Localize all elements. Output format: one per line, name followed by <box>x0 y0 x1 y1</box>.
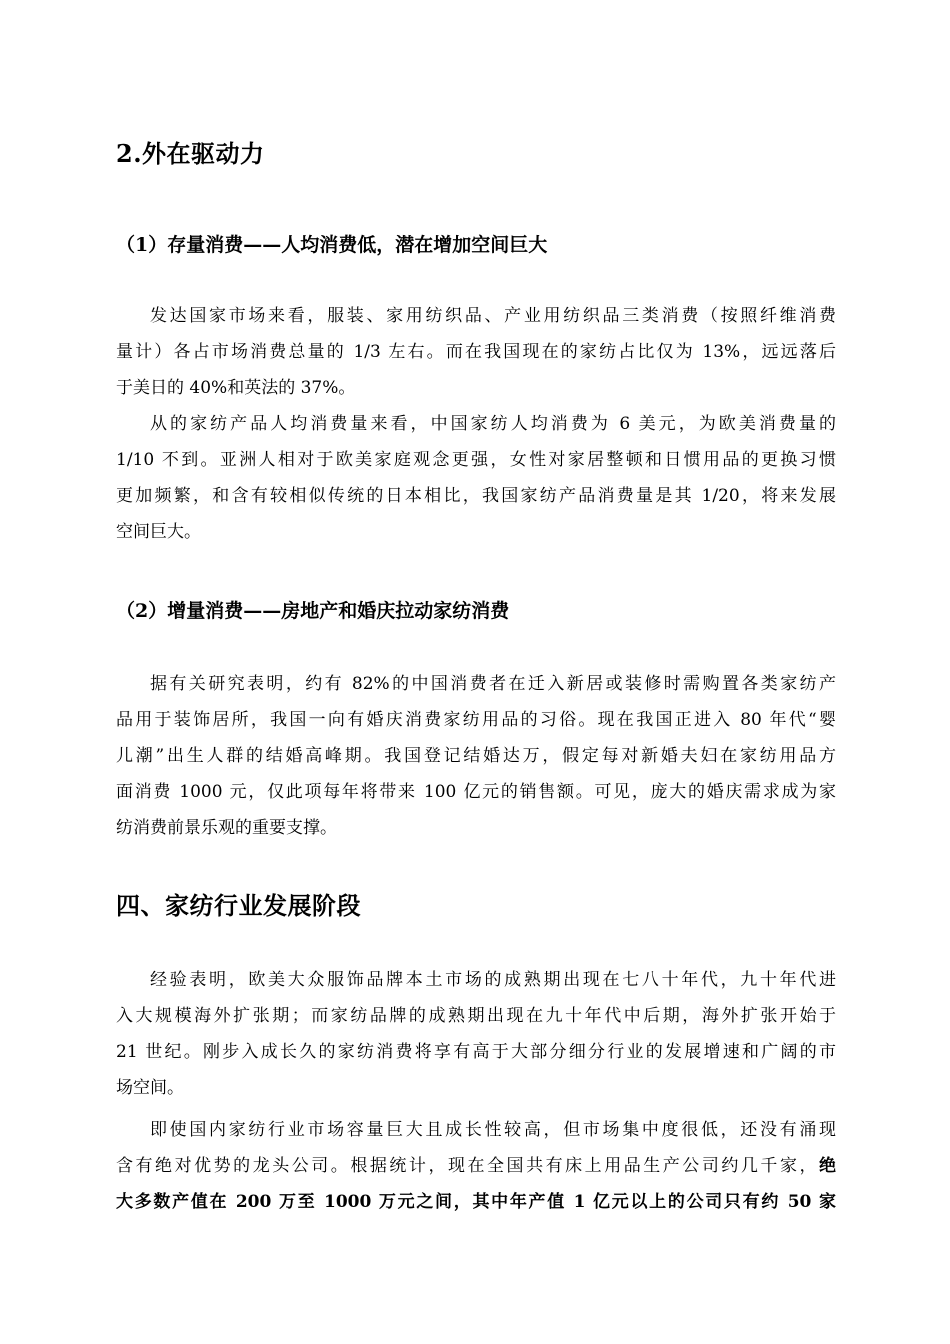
paragraph-line: 从的家纺产品人均消费量来看，中国家纺人均消费为 6 美元，为欧美消费量的 <box>150 414 836 434</box>
subheading-stock-consumption: （1）存量消费——人均消费低，潜在增加空间巨大 <box>116 234 548 256</box>
paragraph-line: 场空间。 <box>116 1078 184 1098</box>
paragraph-line: 经验表明，欧美大众服饰品牌本土市场的成熟期出现在七八十年代，九十年代进 <box>150 970 836 990</box>
paragraph-line: 21 世纪。刚步入成长久的家纺消费将享有高于大部分细分行业的发展增速和广阔的市 <box>116 1042 836 1062</box>
paragraph-line: 发达国家市场来看，服装、家用纺织品、产业用纺织品三类消费（按照纤维消费 <box>150 306 836 326</box>
paragraph-line: 儿潮”出生人群的结婚高峰期。我国登记结婚达万，假定每对新婚夫妇在家纺用品方 <box>116 746 836 766</box>
paragraph-line: 入大规模海外扩张期；而家纺品牌的成熟期出现在九十年代中后期，海外扩张开始于 <box>116 1006 836 1026</box>
paragraph-line: 量计）各占市场消费总量的 1/3 左右。而在我国现在的家纺占比仅为 13%，远远落后 <box>116 342 836 362</box>
paragraph-line: 据有关研究表明，约有 82%的中国消费者在迁入新居或装修时需购置各类家纺产 <box>150 674 836 694</box>
paragraph-line <box>116 1148 836 1184</box>
paragraph-line: 即使国内家纺行业市场容量巨大且成长性较高，但市场集中度很低，还没有涌现 <box>150 1120 836 1140</box>
paragraph-line-bold: 大多数产值在 200 万至 1000 万元之间，其中年产值 1 亿元以上的公司只有约 50 家 <box>116 1192 836 1212</box>
section-heading-external-drivers: 2.外在驱动力 <box>116 139 265 168</box>
paragraph-line: 空间巨大。 <box>116 522 201 542</box>
paragraph-line: 纺消费前景乐观的重要支撑。 <box>116 818 337 838</box>
paragraph-line: 1/10 不到。亚洲人相对于欧美家庭观念更强，女性对家居整顿和日惯用品的更换习惯 <box>116 450 836 470</box>
paragraph-line: 于美日的 40%和英法的 37%。 <box>116 378 356 398</box>
subheading-incremental-consumption: （2）增量消费——房地产和婚庆拉动家纺消费 <box>116 600 510 622</box>
paragraph-line: 更加频繁，和含有较相似传统的日本相比，我国家纺产品消费量是其 1/20，将来发展 <box>116 486 836 506</box>
paragraph-line-text: 含有绝对优势的龙头公司。根据统计，现在全国共有床上用品生产公司约几千家， <box>116 1156 819 1176</box>
section-heading-development-stages: 四、家纺行业发展阶段 <box>116 891 361 920</box>
bold-emphasis: 绝 <box>819 1156 836 1176</box>
paragraph-line: 品用于装饰居所，我国一向有婚庆消费家纺用品的习俗。现在我国正进入 80 年代“婴 <box>116 710 836 730</box>
paragraph-line: 面消费 1000 元，仅此项每年将带来 100 亿元的销售额。可见，庞大的婚庆需求成为家 <box>116 782 836 802</box>
